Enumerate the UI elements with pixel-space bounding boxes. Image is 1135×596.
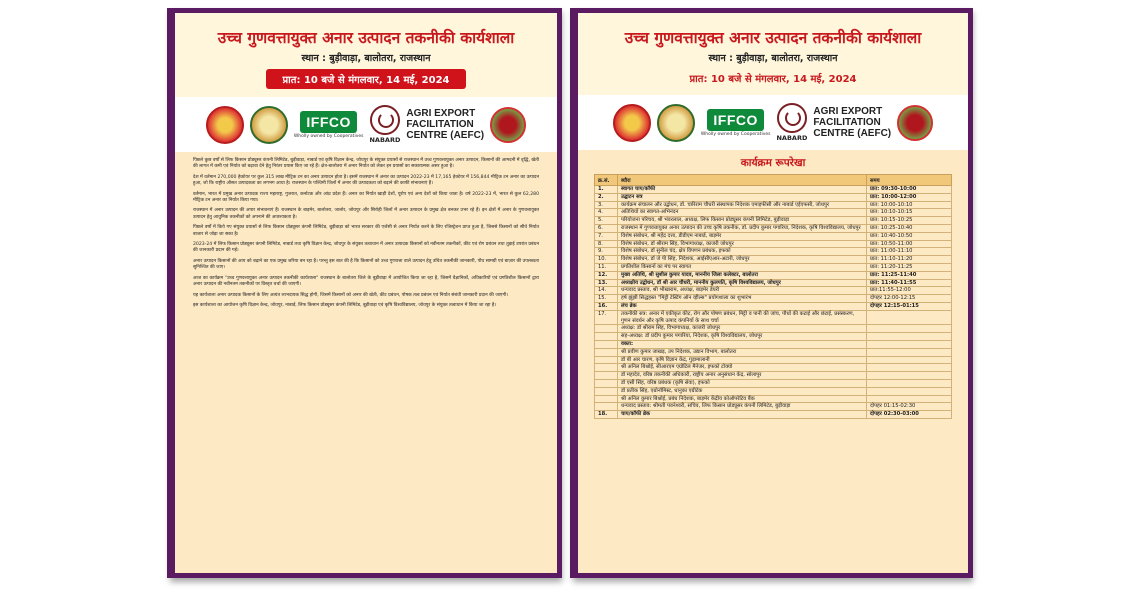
schedule-cell-n: 15. [595, 295, 618, 303]
paragraph: यह कार्यशाला अनार उत्पादक किसानों के लिए अत्यंत लाभदायक सिद्ध होगी, जिसमें किसानों को अनार की खेती, कीट प्रबंधन, पोषक तत्व प्रबंधन एवं निर्यात संबंधी जानकारी प्रदान की जाएगी। [193, 292, 508, 298]
schedule-cell-desc: राजस्थान में गुणवत्तायुक्त अनार उत्पादन की उच्च कृषि तकनीक, डॉ. प्रदीप कुमार पगारिया, निदेशक, कृषि विश्वविद्यालय, जोधपुर [618, 224, 867, 232]
schedule-cell-desc: धन्यवाद प्रस्ताव: श्रीमती पवनेश्वरी, सचिव, लिफ किसान प्रोड्यूसर कंपनी लिमिटेड, बुड़ीवाड़ा [618, 403, 867, 411]
schedule-cell-n [595, 340, 618, 348]
schedule-cell-desc: विशेष संबोधन, डॉ सुनील चंद, क्षेत्र विपणन प्रबंधक, इफको [618, 248, 867, 256]
schedule-cell-time: प्रात: 10:40-10:50 [867, 232, 952, 240]
schedule-cell-n: 1. [595, 186, 618, 194]
schedule-cell-n: 4. [595, 209, 618, 217]
schedule-row [595, 356, 952, 364]
schedule-cell-time: दोपहर 12:15-01:15 [867, 302, 952, 310]
schedule-cell-n: 12. [595, 271, 618, 279]
schedule-cell-time: प्रात: 10:10-10:15 [867, 209, 952, 217]
schedule-cell-desc: डॉ प्रतीक सिंह, एग्रोनॉमिस्ट, धानुका एग्रीटेक [618, 387, 867, 395]
schedule-row [595, 310, 952, 325]
schedule-cell-desc: डॉ एसी सिंह, वरिष्ठ प्रबंधक (कृषि सेवा), इफको [618, 379, 867, 387]
schedule-cell-n: 10. [595, 256, 618, 264]
schedule-row [595, 217, 952, 225]
col-time: समय [867, 175, 952, 186]
schedule-cell-n: 3. [595, 201, 618, 209]
schedule-header-row [595, 175, 952, 186]
schedule-cell-desc: सह-अध्यक्ष: डॉ प्रदीप कुमार पगारिया, निदेशक, कृषि विश्वविद्यालय, जोधपुर [618, 333, 867, 341]
body-text [175, 152, 557, 309]
header [578, 13, 968, 150]
paragraph: आज का कार्यक्रम "उच्च गुणवत्तायुक्त अनार उत्पादन तकनीकी कार्यशाला" राजस्थान के बालोतरा जिले के बुड़ीवाड़ा में आयोजित किया जा रहा है, जिसमें वैज्ञानिकों, अधिकारियों एवं प्रगतिशील किसानों द्वारा अनार उत्पादन की नवीनतम तकनीकों पर विस्तृत चर्चा की जाएगी। [193, 275, 539, 288]
nabard-icon [777, 103, 807, 133]
pomegranate-logo [490, 107, 526, 143]
paragraph: राजस्थान में अनार उत्पादन की अपार संभावनाएं हैं। राजस्थान के बाड़मेर, बालोतरा, जालोर, जोधपुर और सिरोही जिलों में अनार उत्पादन के प्रमुख क्षेत्र बनकर उभर रहे हैं। इन क्षेत्रों में अनार के गुणवत्तायुक्त उत्पादन हेतु आधुनिक तकनीकों को अपनाने की आवश्यकता है। [193, 208, 539, 220]
schedule-row [595, 209, 952, 217]
schedule-row [595, 403, 952, 411]
schedule-cell-n: 11. [595, 263, 618, 271]
schedule-cell-desc: चाय/कॉफी ब्रेक [618, 411, 867, 419]
schedule-cell-time: प्रात:11:55-12:00 [867, 287, 952, 295]
nabard-icon [370, 105, 400, 135]
schedule-row [595, 348, 952, 356]
schedule-cell-desc: अतिथियों का स्वागत-अभिनंदन [618, 209, 867, 217]
paragraph: अनार उत्पादन किसानों की आय को बढ़ाने का एक प्रमुख जरिया बन रहा है। परन्तु इस बात की है कि किसानों को उच्च गुणवत्ता वाले उत्पादन हेतु उचित तकनीकी जानकारी, पौध सामग्री एवं बाज़ार की उपलब्धता सुनिश्चित की जाए। [193, 258, 539, 271]
schedule-cell-time: दोपहर 02:30-03:00 [867, 411, 952, 419]
schedule-cell-time [867, 333, 952, 341]
schedule-cell-n: 7. [595, 232, 618, 240]
schedule-cell-time [867, 395, 952, 403]
col-serial: क्र.सं. [595, 175, 618, 186]
schedule-row [595, 340, 952, 348]
schedule-cell-desc: श्री प्रवीण कुमार जाखड़, उप निदेशक, उद्यान विभाग, बालोतरा [618, 348, 867, 356]
aefc-logo: AGRI EXPORT FACILITATION CENTRE (AEFC) [813, 106, 892, 139]
left-brochure-page [170, 8, 562, 578]
date-line: प्रात: 10 बजे से मंगलवार, 14 मई, 2024 [689, 74, 857, 85]
schedule-row [595, 279, 952, 287]
schedule-cell-time [867, 364, 952, 372]
right-brochure-page [573, 8, 973, 578]
schedule-row [595, 295, 952, 303]
schedule-cell-time: प्रात: 11:00-11:10 [867, 248, 952, 256]
state-emblem-logo [613, 104, 651, 142]
schedule-cell-n: 8. [595, 240, 618, 248]
schedule-cell-time [867, 356, 952, 364]
schedule-cell-desc: उद्घाटन सत्र [618, 193, 867, 201]
schedule-cell-time [867, 379, 952, 387]
schedule-cell-desc: डॉ बी आर चारण, कृषि विज्ञान केंद्र, गुड़ामालानी [618, 356, 867, 364]
date-banner: प्रात: 10 बजे से मंगलवार, 14 मई, 2024 [266, 69, 465, 89]
schedule-cell-n: 9. [595, 248, 618, 256]
schedule-row [595, 248, 952, 256]
paragraph: देश में वर्तमान 270,000 हेक्टेयर पर कुल 315 लाख मीट्रिक टन का अनार उत्पादन होता है। इसमें राजस्थान में अनार का उत्पादन 2022-23 में 17,165 हेक्टेयर में 156,844 मीट्रिक टन अनार का उत्पादन हुआ, जो कि राष्ट्रीय औसत उत्पादकता का लगभग आधा है। राजस्थान के पश्चिमी जिलों में अनार की उत्पादकता को बढ़ाने की काफी संभावनाएं हैं। [193, 174, 539, 187]
schedule-cell-desc: श्री अनिल कुमार बिश्नोई, प्रबंध निदेशक, बाड़मेर केंद्रीय कोऑपरेटिव बैंक [618, 395, 867, 403]
schedule-cell-n [595, 372, 618, 380]
schedule-row [595, 186, 952, 194]
schedule-row [595, 232, 952, 240]
schedule-cell-n [595, 395, 618, 403]
schedule-cell-time: प्रात: 10:15-10:25 [867, 217, 952, 225]
schedule-cell-n [595, 387, 618, 395]
schedule-row [595, 271, 952, 279]
schedule-title: कार्यक्रम रूपरेखा [740, 157, 806, 169]
schedule-cell-desc: डॉ महादेव, वरिष्ठ तकनीकी अधिकारी, राष्ट्रीय अनार अनुसंधान केंद्र, सोलापुर [618, 372, 867, 380]
paragraph: पिछले वर्षों में किये गए संयुक्त प्रयासों से लिफ किसान प्रोड्यूसर कंपनी लिमिटेड, बुड़ीवाड़ा को भारत सरकार की एजेंसी से अनार निर्यात करने के लिए रजिस्ट्रेशन प्राप्त हुआ है, जिससे किसानों को सीधे निर्यात बाजार से जोड़ा जा सका है। [193, 225, 539, 237]
schedule-cell-time: दोपहर 12:00-12:15 [867, 295, 952, 303]
schedule-cell-n: 18. [595, 411, 618, 419]
state-emblem-logo [206, 106, 244, 144]
schedule-cell-time: प्रात: 10:25-10:40 [867, 224, 952, 232]
pomegranate-logo [897, 105, 933, 141]
paragraph: इस कार्यशाला का आयोजन कृषि विज्ञान केन्द्र, जोधपुर, नाबार्ड, लिफ किसान प्रोड्यूसर कंपनी लिमिटेड, बुड़ीवाड़ा एवं कृषि विश्वविद्यालय, जोधपुर के संयुक्त तत्वाधान में किया जा रहा है। [193, 302, 497, 308]
schedule-cell-n [595, 403, 618, 411]
schedule-cell-desc: कार्यक्रम संचालन और उद्बोधन, डॉ. चारिराम चौधरी संस्थापक निदेशक एमाइफीसी और नाबार्ड एईएफसी, जोधपुर [618, 201, 867, 209]
schedule-cell-desc: परियोजना परिचय, श्री भंवरलाल, अध्यक्ष, लिफ किसान प्रोड्यूसर कंपनी लिमिटेड, बुड़ीवाड़ा [618, 217, 867, 225]
venue: स्थान : बुड़ीवाड़ा, बालोतरा, राजस्थान [301, 53, 431, 64]
schedule-cell-n: 14. [595, 287, 618, 295]
schedule-cell-n: 2. [595, 193, 618, 201]
schedule-cell-time [867, 310, 952, 325]
paragraph: वर्तमान, भारत में प्रमुख अनार उत्पादक राज्य महाराष्ट्र, गुजरात, कर्नाटक और आंध्र प्रदेश हैं। अनार का निर्यात खाड़ी देशों, यूरोप एवं अन्य देशों को किया जाता है। वर्ष 2022-23 में, भारत से कुल 62,280 मीट्रिक टन अनार का निर्यात किया गया। [193, 191, 539, 204]
schedule-cell-desc: विशेष संबोधन, श्री महेंद्र दत्ता, डीडीएम नाबार्ड, बाड़मेर [618, 232, 867, 240]
logo-strip [578, 95, 968, 150]
schedule-row [595, 387, 952, 395]
schedule-cell-time [867, 325, 952, 333]
schedule-row [595, 379, 952, 387]
schedule-cell-time [867, 340, 952, 348]
schedule-cell-n [595, 356, 618, 364]
aefc-logo: AGRI EXPORT FACILITATION CENTRE (AEFC) [406, 108, 485, 141]
university-seal-logo [657, 104, 695, 142]
schedule-cell-time: प्रात: 11:20-11:25 [867, 263, 952, 271]
schedule-cell-n [595, 333, 618, 341]
schedule-cell-desc: मुख्य अतिथि, श्री सुशील कुमार यादव, माननीय जिला कलेक्टर, बालोतरा [618, 271, 867, 279]
schedule-row [595, 224, 952, 232]
schedule-cell-n [595, 325, 618, 333]
schedule-cell-n: 6. [595, 224, 618, 232]
venue: स्थान : बुड़ीवाड़ा, बालोतरा, राजस्थान [708, 53, 838, 64]
schedule-row [595, 240, 952, 248]
schedule-row [595, 325, 952, 333]
schedule-cell-desc: अध्यक्षीय उद्बोधन, डॉ श्री आर चौधरी, माननीय कुलपति, कृषि विश्वविद्यालय, जोधपुर [618, 279, 867, 287]
schedule-cell-n: 17. [595, 310, 618, 325]
schedule-cell-n: 13. [595, 279, 618, 287]
schedule-cell-desc: तकनीकी सत्र: अनार में एकीकृत कीट, रोग और पोषण प्रबंधन, मिट्टी व पानी की जांच, पौधों की कटाई और छंटाई, प्रसंस्करण, गुणन संवर्धन और कृषि उत्पाद कंपनियों के साथ चर्चा [618, 310, 867, 325]
schedule-cell-desc: धन्यवाद प्रस्ताव, श्री भीखाराम, अध्यक्ष, बाड़मेर डेयरी [618, 287, 867, 295]
schedule-cell-desc: विशेष संबोधन, डॉ श्रीराम सिंह, विभागाध्यक्ष, काजरी जोधपुर [618, 240, 867, 248]
schedule-cell-n [595, 348, 618, 356]
schedule-cell-n: 16. [595, 302, 618, 310]
schedule-cell-time: प्रात: 11:40-11:55 [867, 279, 952, 287]
schedule-cell-time: प्रात: 11:10-11:20 [867, 256, 952, 264]
page-title: उच्च गुणवत्तायुक्त अनार उत्पादन तकनीकी कार्यशाला [624, 29, 922, 47]
schedule-cell-time: प्रात: 10:00-12:00 [867, 193, 952, 201]
schedule-row [595, 263, 952, 271]
schedule-cell-desc: प्रगतिशील किसानों का मंच पर स्वागत [618, 263, 867, 271]
schedule-row [595, 201, 952, 209]
schedule-row [595, 256, 952, 264]
schedule-cell-n [595, 364, 618, 372]
schedule-cell-time: प्रात: 09:30-10:00 [867, 186, 952, 194]
paragraph: पिछले कुछ वर्षों से लिफ किसान प्रोड्यूसर कंपनी लिमिटेड, बुड़ीवाड़ा, नाबार्ड एवं कृषि विज्ञान केन्द्र, जोधपुर के संयुक्त प्रयासों से राजस्थान में उच्च गुणवत्तायुक्त अनार उत्पादन, किसानों की आमदनी में वृद्धि, खेती की लागत में कमी एवं निर्यात को बढ़ावा देने हेतु निरंतर प्रयास किए जा रहे हैं। क्षेत्र-बालोतरा में अनार निर्यात को लेकर इन प्रयासों का सकारात्मक असर हुआ है। [193, 158, 539, 170]
iffco-logo: IFFCO Wholly owned by Cooperatives [294, 111, 364, 139]
schedule-cell-desc: स्वागत चाय/कॉफी [618, 186, 867, 194]
schedule-cell-desc: विशेष संबोधन, डॉ जे पी सिंह, निदेशक, आईसीएआर-अटारी, जोधपुर [618, 256, 867, 264]
schedule-row [595, 364, 952, 372]
logo-strip [175, 97, 557, 152]
page-title: उच्च गुणवत्तायुक्त अनार उत्पादन तकनीकी कार्यशाला [217, 29, 515, 47]
schedule-cell-n: 5. [595, 217, 618, 225]
nabard-logo: NABARD [369, 105, 400, 144]
nabard-logo: NABARD [776, 103, 807, 142]
schedule-cell-desc: श्री अनिल बिश्नोई, सीआरएम एग्रोटिल मैनेजर, इफको टोक्यो [618, 364, 867, 372]
schedule-row [595, 302, 952, 310]
schedule-cell-time: प्रात: 10:50-11:00 [867, 240, 952, 248]
schedule-cell-desc: वक्ता: [618, 340, 867, 348]
schedule-cell-time [867, 372, 952, 380]
schedule-row [595, 395, 952, 403]
schedule-row [595, 333, 952, 341]
schedule-row [595, 193, 952, 201]
schedule-row [595, 411, 952, 419]
schedule-cell-time: प्रात: 11:25-11:40 [867, 271, 952, 279]
schedule-cell-desc: अध्यक्ष: डॉ श्रीराम सिंह, विभागाध्यक्ष, काजरी जोधपुर [618, 325, 867, 333]
header [175, 13, 557, 152]
schedule-cell-n [595, 379, 618, 387]
schedule-table [594, 174, 952, 419]
schedule-cell-time [867, 387, 952, 395]
schedule-cell-time: दोपहर 01:15-02:30 [867, 403, 952, 411]
schedule-cell-time [867, 348, 952, 356]
university-seal-logo [250, 106, 288, 144]
col-detail: ब्यौरा [618, 175, 867, 186]
paragraph: 2023-24 में लिफ किसान प्रोड्यूसर कंपनी लिमिटेड, नाबार्ड तथा कृषि विज्ञान केन्द्र, जोधपुर के संयुक्त तत्वाधान में अनार उत्पादक किसानों को नवीनतम तकनीकों, कीट एवं रोग प्रबंधन तथा तुड़ाई उपरांत प्रबंधन की जानकारी प्रदान की गई। [193, 242, 539, 254]
schedule-cell-time: प्रात: 10:00-10:10 [867, 201, 952, 209]
schedule-row [595, 372, 952, 380]
iffco-logo: IFFCO Wholly owned by Cooperatives [701, 109, 771, 137]
schedule-cell-desc: हर्ष झुंझी सिद्धहस्त "मिट्टी टेस्टिंग ऑन व्हील्स" प्रयोगशाला का शुभारंभ [618, 295, 867, 303]
schedule-cell-desc: लंच ब्रेक [618, 302, 867, 310]
schedule-row [595, 287, 952, 295]
